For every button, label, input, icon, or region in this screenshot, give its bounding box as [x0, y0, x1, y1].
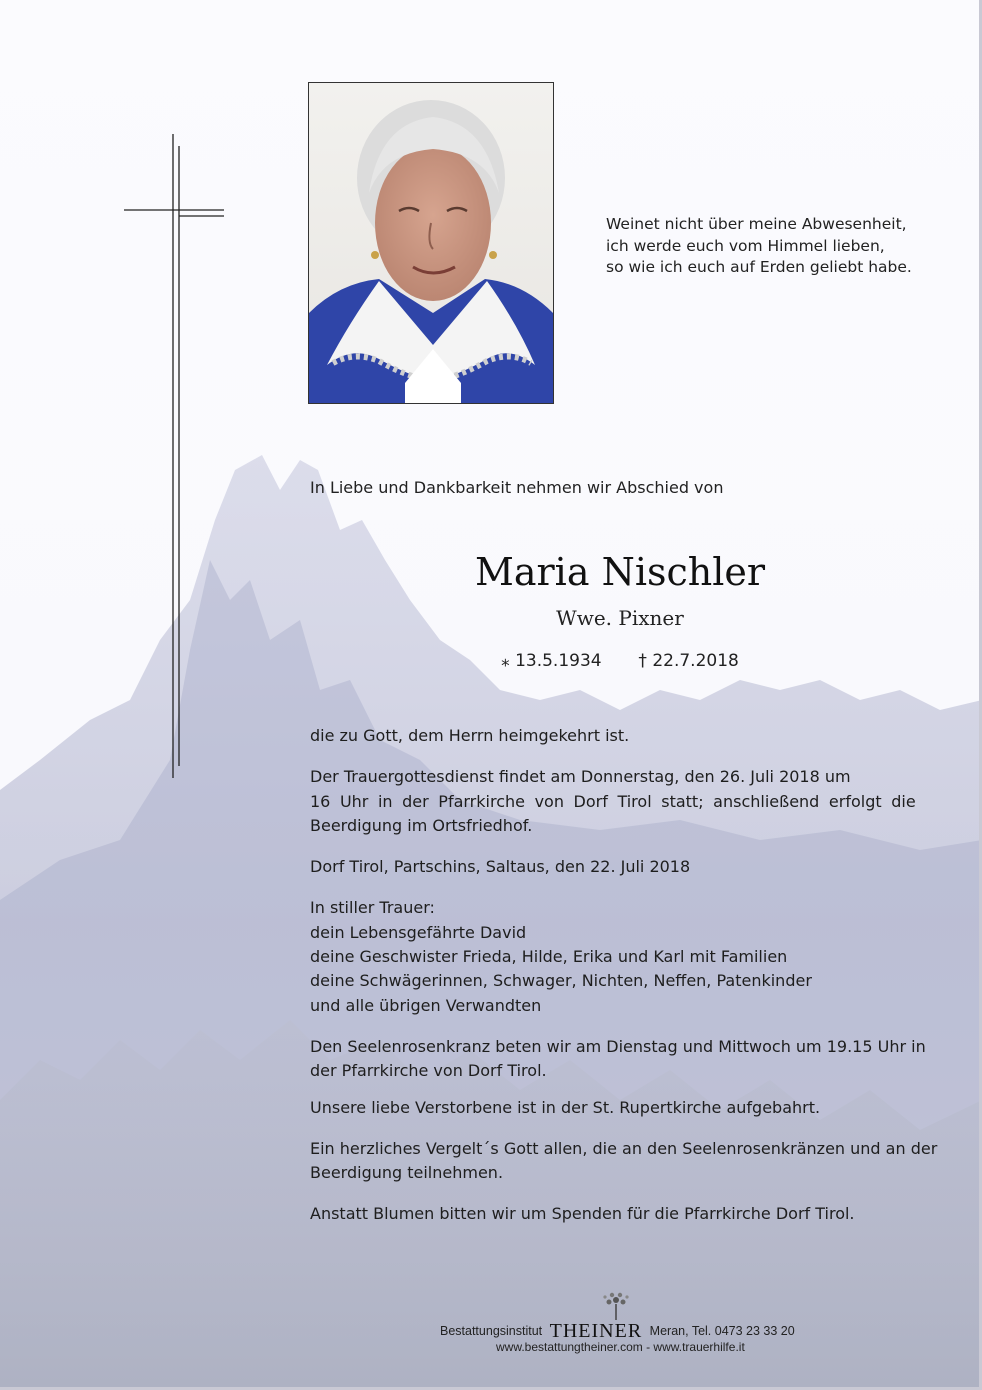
mourner-item: dein Lebensgefährte David [310, 922, 527, 942]
rosary-line: Den Seelenrosenkranz beten wir am Dienstag und Mittwoch um 19.15 Uhr in [310, 1036, 926, 1056]
deceased-maiden-name: Wwe. Pixner [556, 606, 684, 630]
quote-line: ich werde euch vom Himmel lieben, [606, 236, 885, 255]
funeral-home-websites: www.bestattungtheiner.com - www.trauerhilfe.it [496, 1340, 745, 1354]
funeral-line: Beerdigung im Ortsfriedhof. [310, 815, 533, 835]
birth-date: 13.5.1934 [515, 651, 602, 671]
funeral-line [310, 790, 932, 814]
deceased-name-text: Maria Nischler [474, 550, 766, 594]
cross-icon [120, 130, 230, 780]
quote-line: so wie ich euch auf Erden geliebt habe. [606, 258, 912, 276]
rosary-line: der Pfarrkirche von Dorf Tirol. [310, 1061, 547, 1081]
birth-symbol-icon: ⁎ [501, 651, 510, 671]
life-dates [310, 651, 930, 671]
obituary-body [310, 724, 938, 1227]
deceased-name [310, 550, 930, 594]
tree-logo-icon [598, 1290, 634, 1320]
returned-text: die zu Gott, dem Herrn heimgekehrt ist. [310, 726, 630, 745]
mourner-item: und alle übrigen Verwandten [310, 995, 542, 1015]
intro-text: In Liebe und Dankbarkeit nehmen wir Abschied von [310, 478, 724, 497]
quote-block [606, 214, 926, 279]
funeral-home-contact: Meran, Tel. 0473 23 33 20 [649, 1324, 795, 1338]
mourner-item: deine Geschwister Frieda, Hilde, Erika und Karl mit Familien [310, 947, 788, 967]
laid-out-text: Unsere liebe Verstorbene ist in der St. Rupertkirche aufgebahrt. [310, 1097, 821, 1117]
quote-line: Weinet nicht über meine Abwesenheit, [606, 215, 907, 233]
death-date: 22.7.2018 [652, 651, 739, 671]
funeral-line-text: 16 Uhr in der Pfarrkirche von Dorf Tirol statt; anschließend erfolgt die [310, 791, 916, 811]
thanks-line: Ein herzliches Vergelt´s Gott allen, die an den Seelenrosenkränzen und an der [310, 1138, 938, 1158]
mourner-item: deine Schwägerinnen, Schwager, Nichten, Neffen, Patenkinder [310, 971, 812, 991]
funeral-home-logo: THEINER [549, 1320, 643, 1342]
portrait-photo [308, 82, 554, 404]
funeral-line: Der Trauergottesdienst findet am Donnerstag, den 26. Juli 2018 um [310, 767, 851, 787]
mourners-title: In stiller Trauer: [310, 898, 435, 918]
place-date: Dorf Tirol, Partschins, Saltaus, den 22. Juli 2018 [310, 857, 691, 877]
funeral-home-prefix: Bestattungsinstitut [440, 1324, 543, 1338]
donation-text: Anstatt Blumen bitten wir um Spenden für die Pfarrkirche Dorf Tirol. [310, 1204, 855, 1224]
thanks-line: Beerdigung teilnehmen. [310, 1163, 504, 1183]
death-symbol-icon: † [638, 651, 647, 671]
funeral-home-line [440, 1318, 795, 1341]
